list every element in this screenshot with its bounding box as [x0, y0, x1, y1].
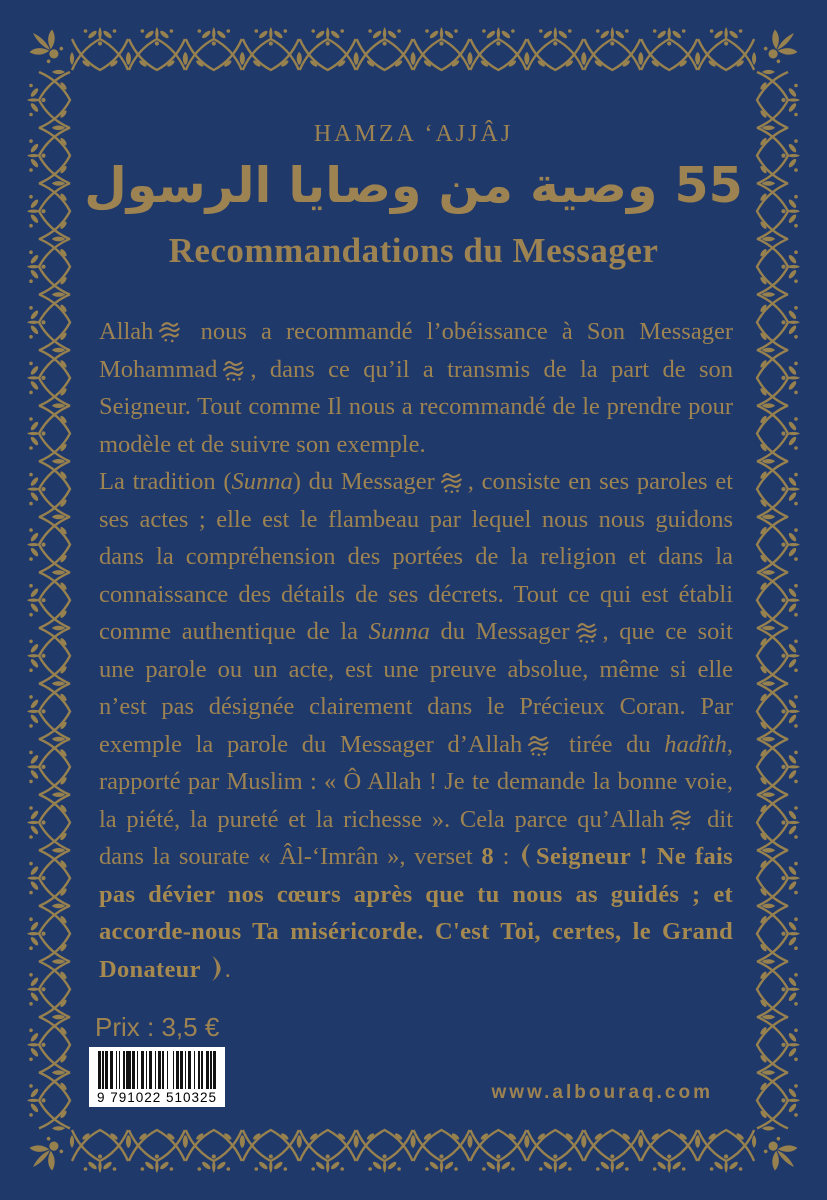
author-name: HAMZA ‘AJJÂJ [313, 121, 514, 147]
ornate-left-parenthesis-icon [521, 842, 533, 869]
ornate-right-parenthesis-icon [210, 955, 222, 982]
honorific-salla-allahu-alayhi-wa-sallam-icon [573, 619, 599, 645]
honorific-salla-allahu-alayhi-wa-sallam-icon [525, 732, 551, 758]
title-french: Recommandations du Messager [168, 231, 659, 270]
barcode-bars [98, 1051, 217, 1089]
body-paragraph: Allah nous a recommandé l’obéissance à Son Messager Mohammad , dans ce qu’il a transmis de la part de son Seigneur. Tout comme Il nous a recommandé de le prendre pour modèle et de suivre son exemple. [99, 318, 733, 458]
honorific-salla-allahu-alayhi-wa-sallam-icon [438, 469, 464, 495]
publisher-website-url: www.albouraq.com [491, 1082, 713, 1103]
price-label: Prix : 3,5 € [95, 1012, 220, 1042]
honorific-salla-allahu-alayhi-wa-sallam-icon [220, 357, 246, 383]
barcode-number: 9 791022 510325 [96, 1090, 218, 1105]
honorific-jalla-jalaluhu-icon [156, 319, 182, 345]
isbn-barcode [89, 1047, 225, 1107]
back-cover-text [99, 313, 733, 988]
honorific-jalla-jalaluhu-icon [667, 807, 693, 833]
body-paragraph: La tradition (Sunna) du Messager , consiste en ses paroles et ses actes ; elle est le flambeau par lequel nous nous guidons dans la compréhension des portées de la religion et dans la connaissance des détails de ses décrets. Tout ce qui est établi comme authentique de la Sunna du Messager , que ce soit une parole ou un acte, est une preuve absolue, même si elle n’est pas désignée clairement dans le Précieux Coran. Par exemple la parole du Messager d’Allah tirée du hadîth, rapporté par Muslim : « Ô Allah ! Je te demande la bonne voie, la piété, la pureté et la richesse ». Cela parce qu’Allah dit dans la sourate « Âl-‘Imrân », verset 8 : Seigneur ! Ne fais pas dévier nos cœurs après que tu nous as guidés ; et accorde-nous Ta miséricorde. C'est Toi, certes, le Grand Donateur . [99, 468, 733, 983]
title-arabic: 55 وصية من وصايا الرسول [84, 157, 743, 214]
